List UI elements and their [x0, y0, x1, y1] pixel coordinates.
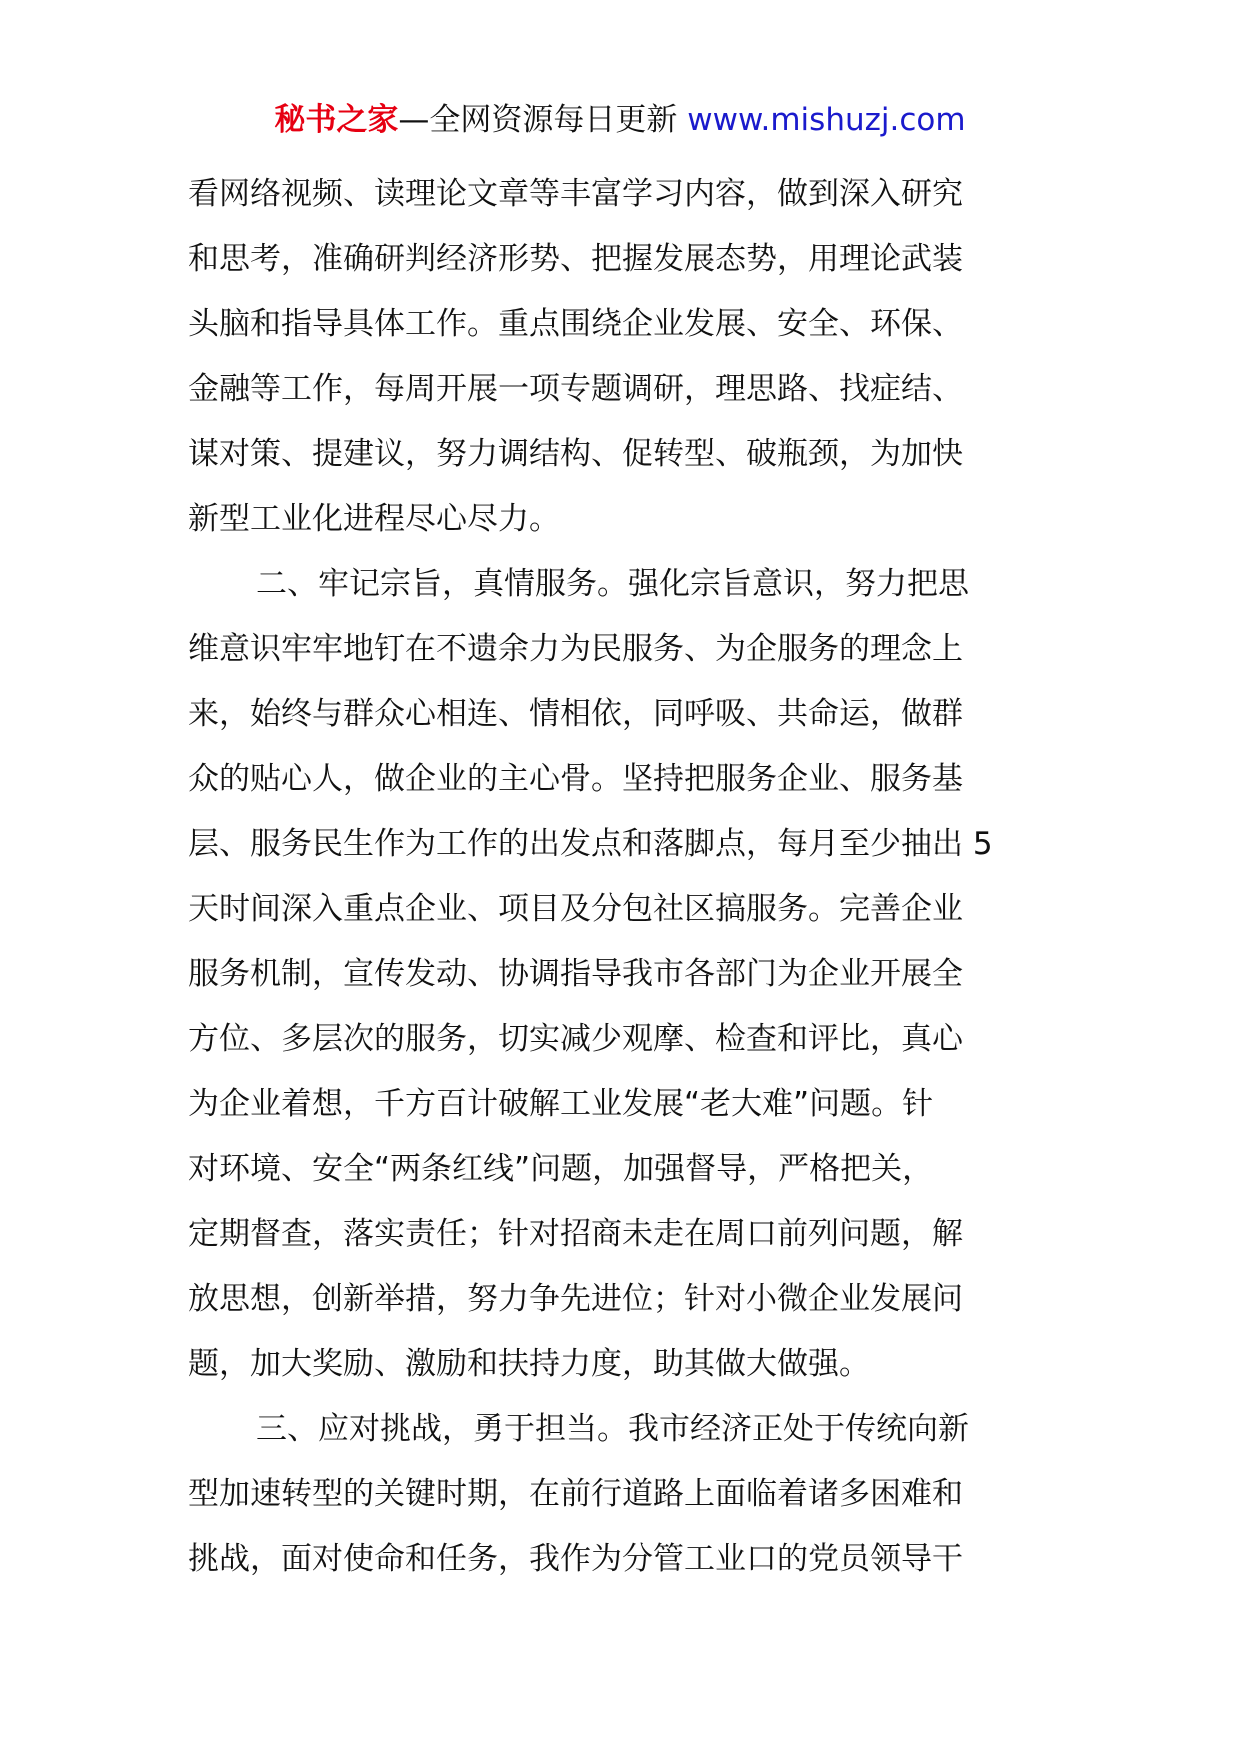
text-line: 维意识牢牢地钉在不遗余力为民服务、为企服务的理念上 [188, 631, 963, 667]
text-line: 挑战，面对使命和任务，我作为分管工业口的党员领导干 [188, 1541, 963, 1577]
section-heading-line: 二、牢记宗旨，真情服务。强化宗旨意识，努力把思 [256, 566, 969, 602]
text-line: 看网络视频、读理论文章等丰富学习内容，做到深入研究 [188, 176, 963, 212]
text-line: 放思想，创新举措，努力争先进位；针对小微企业发展问 [188, 1281, 963, 1317]
text-line: 和思考，准确研判经济形势、把握发展态势，用理论武装 [188, 241, 963, 277]
text-line: 金融等工作，每周开展一项专题调研，理思路、找症结、 [188, 371, 963, 407]
text-line: 对环境、安全“两条红线”问题，加强督导，严格把关， [188, 1151, 934, 1187]
text-line: 新型工业化进程尽心尽力。 [188, 501, 560, 537]
text-line: 为企业着想，千方百计破解工业发展“老大难”问题。针 [188, 1086, 934, 1122]
text-line: 题，加大奖励、激励和扶持力度，助其做大做强。 [188, 1346, 870, 1382]
text-line: 来，始终与群众心相连、情相依，同呼吸、共命运，做群 [188, 696, 963, 732]
site-url-link[interactable]: www.mishuzj.com [687, 102, 966, 138]
paragraph-section-2 [188, 552, 1060, 1397]
document-body [188, 162, 1060, 1592]
text-line: 层、服务民生作为工作的出发点和落脚点，每月至少抽出 5 [188, 826, 993, 862]
paragraph-continued [188, 162, 1060, 552]
text-line: 头脑和指导具体工作。重点围绕企业发展、安全、环保、 [188, 306, 963, 342]
text-line: 众的贴心人，做企业的主心骨。坚持把服务企业、服务基 [188, 761, 963, 797]
text-line: 谋对策、提建议，努力调结构、促转型、破瓶颈，为加快 [188, 436, 963, 472]
text-line: 服务机制，宣传发动、协调指导我市各部门为企业开展全 [188, 956, 963, 992]
watermark-header [0, 98, 1240, 142]
brand-name: 秘书之家 [274, 102, 399, 138]
section-heading-line: 三、应对挑战，勇于担当。我市经济正处于传统向新 [256, 1411, 969, 1447]
text-line: 方位、多层次的服务，切实减少观摩、检查和评比，真心 [188, 1021, 963, 1057]
text-line: 型加速转型的关键时期，在前行道路上面临着诸多困难和 [188, 1476, 963, 1512]
header-tagline: —全网资源每日更新 [398, 102, 678, 138]
paragraph-section-3 [188, 1397, 1060, 1592]
text-line: 天时间深入重点企业、项目及分包社区搞服务。完善企业 [188, 891, 963, 927]
text-line: 定期督查，落实责任；针对招商未走在周口前列问题，解 [188, 1216, 963, 1252]
